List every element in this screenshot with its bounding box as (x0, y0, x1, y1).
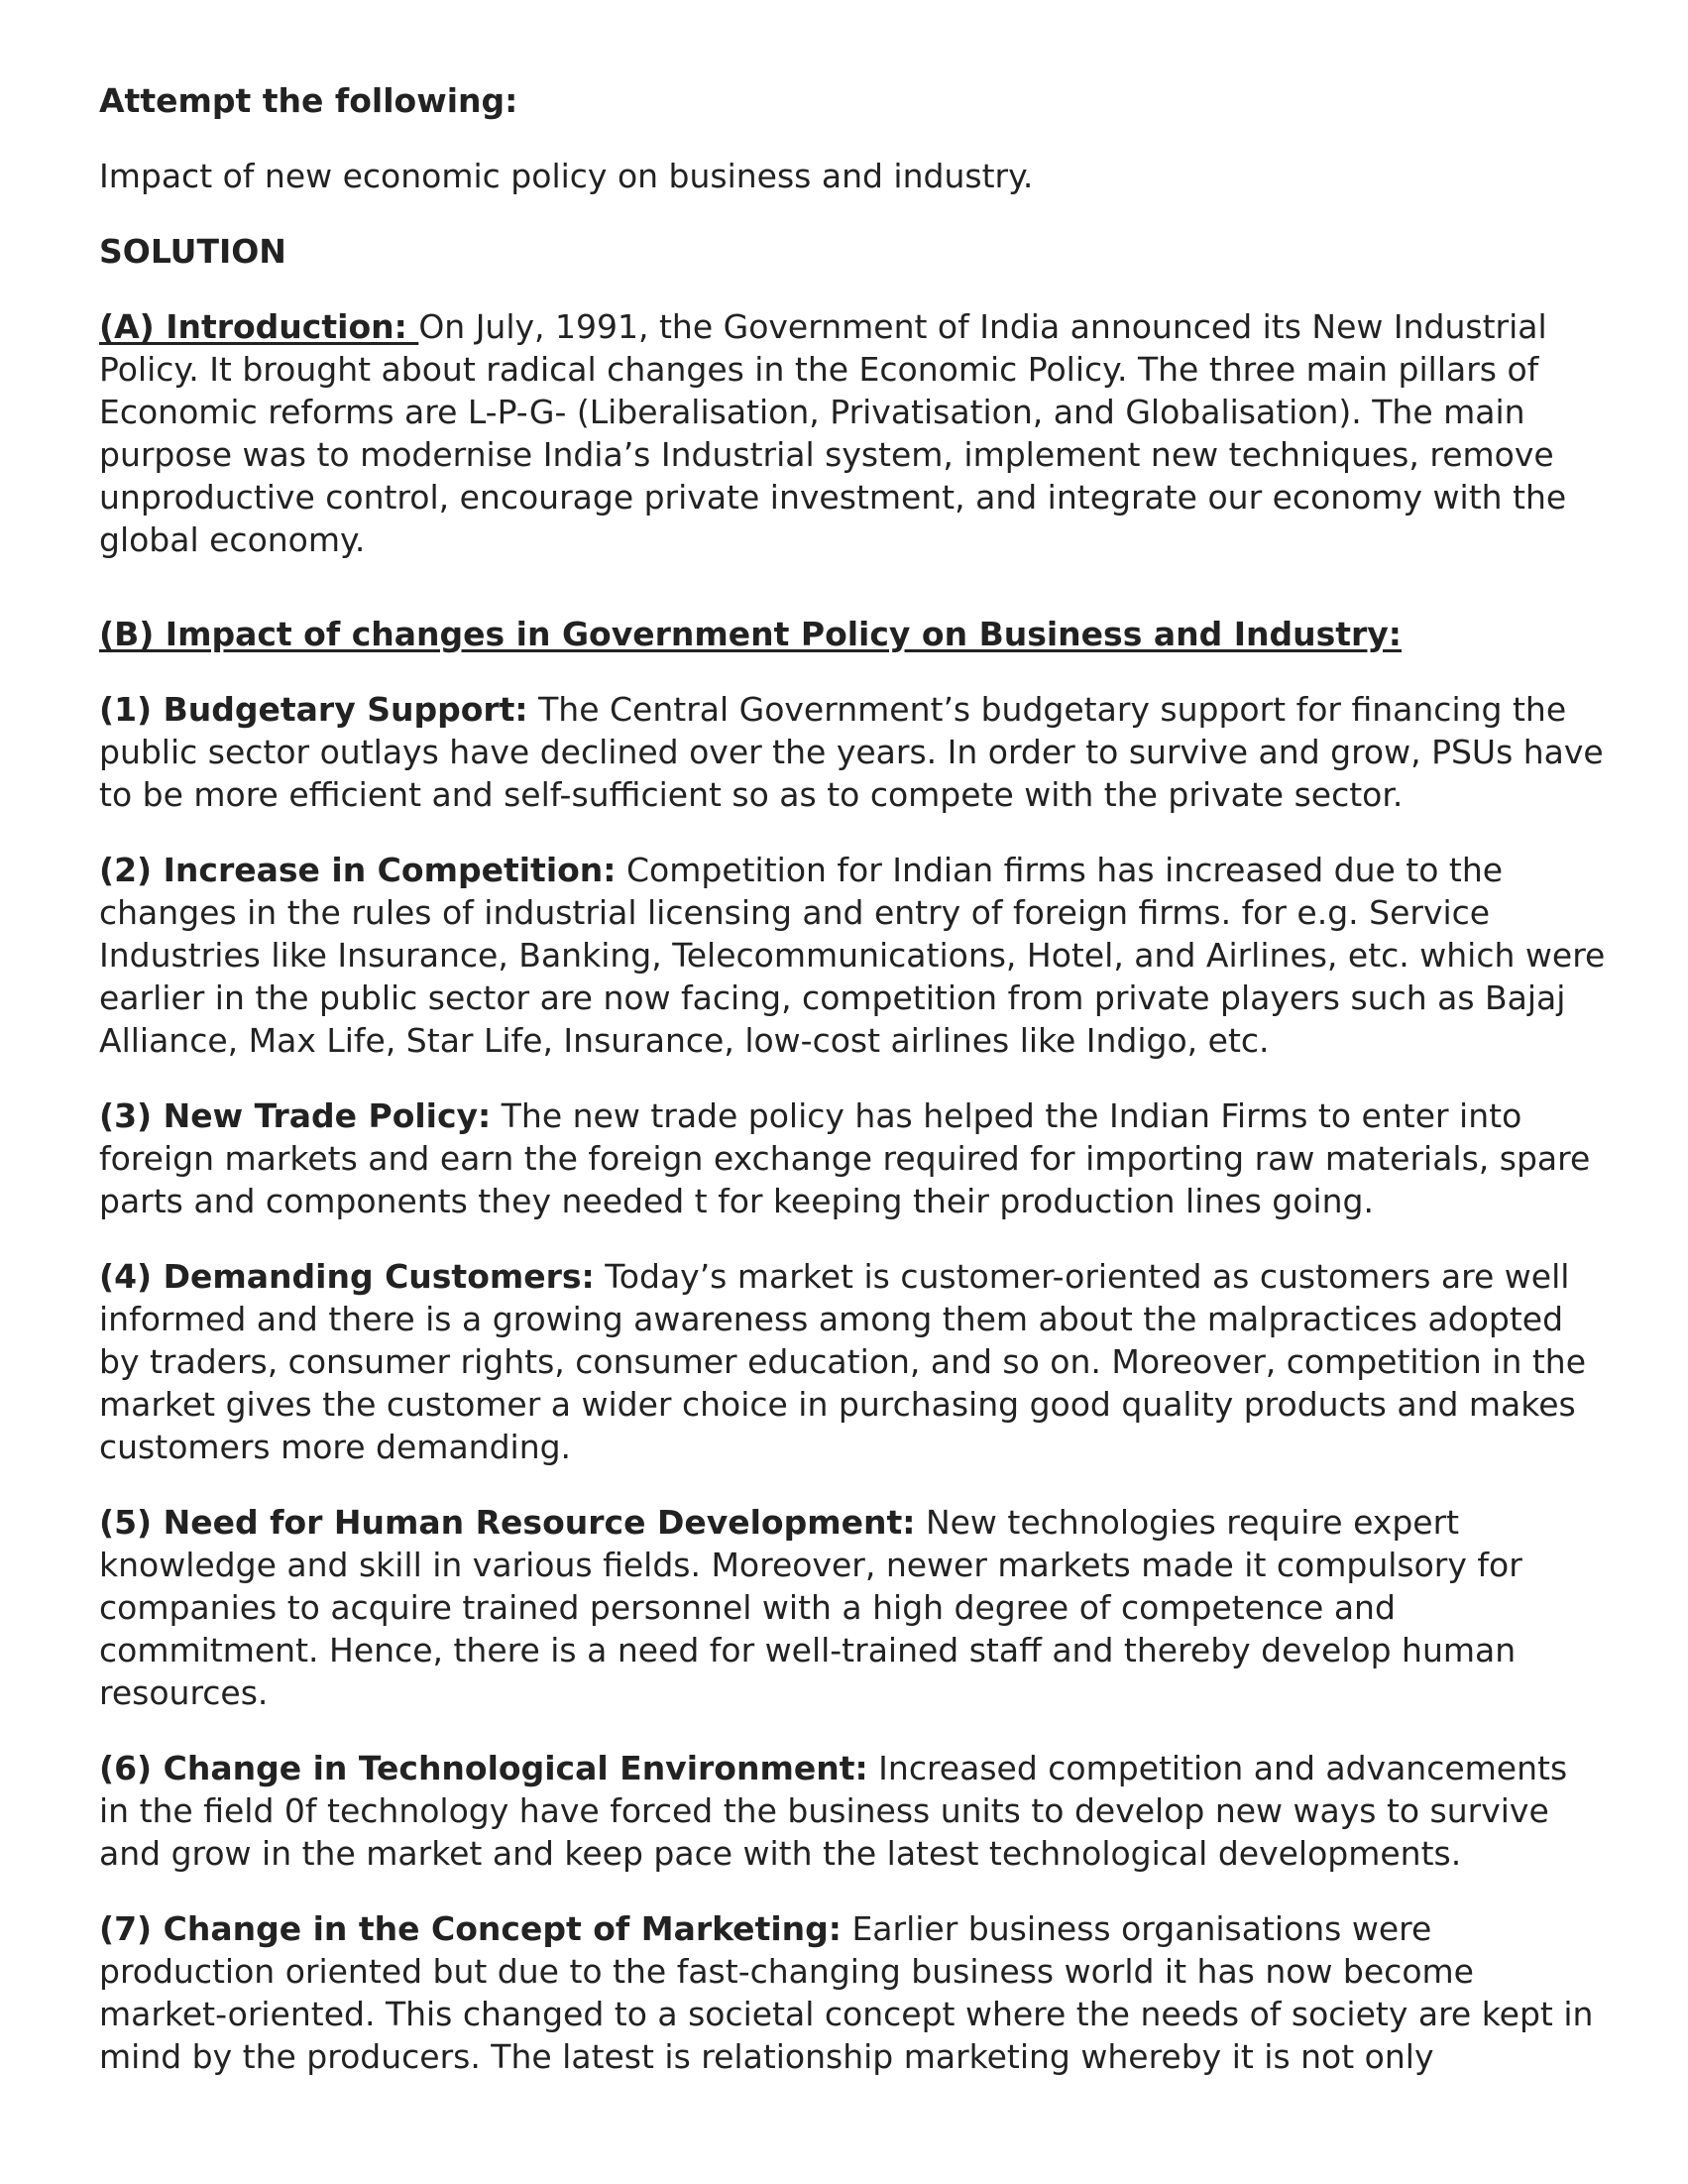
question-text: Impact of new economic policy on business and industry. (99, 157, 1034, 195)
point-text: Competition for Indian firms has increased due to the changes in the rules of industrial licensing and entry of foreign firms. for e.g. Service Industries like Insurance, Banking, Telecommunications, Hotel, and Airlines, etc. which were earlier in the public sector are now facing, competition from private players such as Bajaj Alliance, Max Life, Star Life, Insurance, low-cost airlines like Indigo, etc. (99, 851, 1606, 1060)
point-human-resource-development (99, 1501, 1606, 1714)
instruction-heading: Attempt the following: (99, 81, 518, 120)
point-label: (4) Demanding Customers: (99, 1257, 595, 1296)
section-b-heading: (B) Impact of changes in Government Policy on Business and Industry: (99, 615, 1402, 653)
point-label: (3) New Trade Policy: (99, 1096, 492, 1135)
point-text: The new trade policy has helped the Indian Firms to enter into foreign markets and earn the foreign exchange required for importing raw materials, spare parts and components they needed t for keeping their production lines going. (99, 1096, 1591, 1220)
point-demanding-customers (99, 1255, 1606, 1468)
intro-label: (A) Introduction: (99, 307, 419, 346)
document-page (99, 79, 1606, 2111)
point-label: (6) Change in Technological Environment: (99, 1749, 868, 1787)
solution-heading: SOLUTION (99, 232, 286, 271)
point-text: Increased competition and advancements in the field 0f technology have forced the business units to develop new ways to survive and grow in the market and keep pace with the latest technological developments. (99, 1749, 1568, 1873)
point-label: (1) Budgetary Support: (99, 690, 528, 729)
point-text: New technologies require expert knowledge and skill in various fields. Moreover, newer markets made it compulsory for companies to acquire trained personnel with a high degree of competence and commitment. Hence, there is a need for well-trained staff and thereby develop human resources. (99, 1503, 1522, 1712)
point-label: (5) Need for Human Resource Development: (99, 1503, 916, 1542)
point-concept-of-marketing (99, 1907, 1606, 2078)
point-budgetary-support (99, 688, 1606, 816)
point-increase-in-competition (99, 849, 1606, 1062)
point-label: (2) Increase in Competition: (99, 851, 617, 889)
point-text: Today’s market is customer-oriented as customers are well informed and there is a growing awareness among them about the malpractices adopted by traders, consumer rights, consumer education, and so on. Moreover, competition in the market gives the customer a wider choice in purchasing good quality products and makes customers more demanding. (99, 1257, 1587, 1466)
intro-text: On July, 1991, the Government of India announced its New Industrial Policy. It brought about radical changes in the Economic Policy. The three main pillars of Economic reforms are L-P-G- (Liberalisation, Privatisation, and Globalisation). The main purpose was to modernise India’s Industrial system, implement new techniques, remove unproductive control, encourage private investment, and integrate our economy with the global economy. (99, 307, 1567, 559)
point-new-trade-policy (99, 1094, 1606, 1222)
intro-paragraph (99, 305, 1606, 561)
point-text: The Central Government’s budgetary support for financing the public sector outlays have declined over the years. In order to survive and grow, PSUs have to be more efficient and self-sufficient so as to compete with the private sector. (99, 690, 1604, 814)
point-technological-environment (99, 1747, 1606, 1875)
point-text: Earlier business organisations were production oriented but due to the fast-changing business world it has now become market-oriented. This changed to a societal concept where the needs of society are kept in mind by the producers. The latest is relationship marketing whereby it is not only (99, 1909, 1594, 2076)
point-label: (7) Change in the Concept of Marketing: (99, 1909, 842, 1948)
